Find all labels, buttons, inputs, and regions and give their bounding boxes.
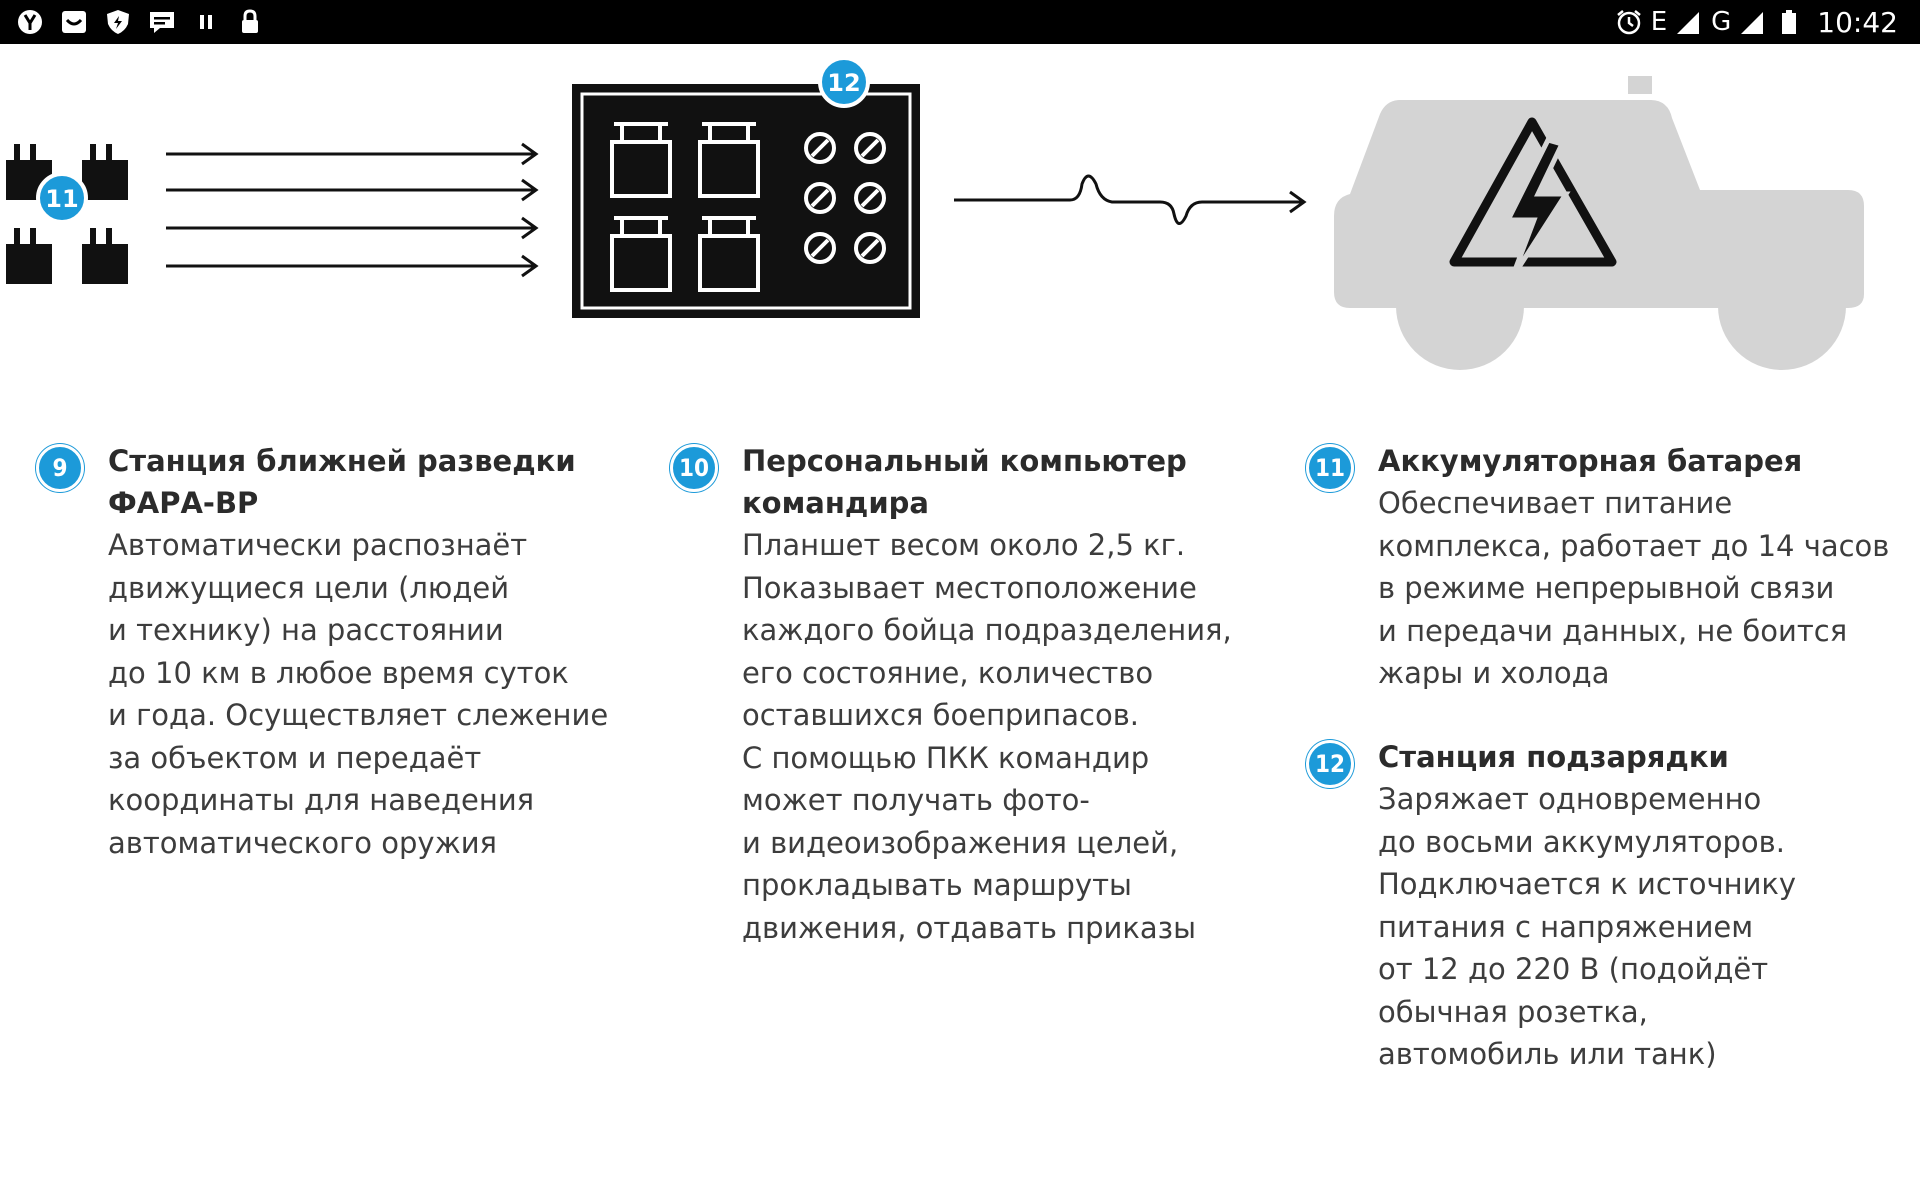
section-badge: 10 <box>670 444 718 492</box>
section-badge: 12 <box>1306 740 1354 788</box>
section-body: Автоматически распознаёт движущиеся цели (людей и технику) на расстоянии до 10 км в любое время суток и года. Осуществляет слежение за объектом и передаёт координаты для наведения автоматического оружия <box>108 528 609 860</box>
alarm-icon <box>1615 8 1643 36</box>
mail-icon <box>60 8 88 36</box>
section-title: Персональный компьютер командира <box>742 444 1187 520</box>
computer-badge <box>820 58 868 106</box>
section-badge: 9 <box>36 444 84 492</box>
status-bar <box>0 0 1920 44</box>
system-status <box>1615 0 1898 44</box>
system-diagram <box>0 44 1920 384</box>
section-body: Планшет весом около 2,5 кг. Показывает местоположение каждого бойца подразделения, его состояние, количество оставшихся боеприпасов. С помощью ПКК командир может получать фото- и видеоизображения целей, прокладывать маршруты движения, отдавать приказы <box>742 528 1232 945</box>
signal-icon-2 <box>1739 8 1767 36</box>
vehicle-icon <box>1334 76 1864 370</box>
pause-icon <box>192 8 220 36</box>
yandex-icon <box>16 8 44 36</box>
network-type-2: G <box>1711 7 1732 37</box>
clock: 10:42 <box>1817 5 1898 39</box>
cable-arrow <box>954 176 1304 224</box>
section-title: Станция ближней разведки ФАРА-ВР <box>108 444 576 520</box>
chat-icon <box>148 8 176 36</box>
sensors-badge-label: 11 <box>45 185 79 213</box>
section-title: Станция подзарядки <box>1378 740 1729 774</box>
battery-icon <box>1775 8 1803 36</box>
network-type-1: E <box>1650 7 1668 37</box>
section-badge: 11 <box>1306 444 1354 492</box>
signal-arrows <box>166 144 536 276</box>
section-title: Аккумуляторная батарея <box>1378 444 1803 478</box>
notification-icons <box>16 8 264 36</box>
section-body: Заряжает одновременно до восьми аккумуляторов. Подключается к источнику питания с напряжением от 12 до 220 В (подойдёт обычная розетка, автомобиль или танк) <box>1378 782 1797 1071</box>
signal-icon <box>1675 8 1703 36</box>
sensors-badge <box>38 174 86 222</box>
section-body: Обеспечивает питание комплекса, работает до 14 часов в режиме непрерывной связи и передачи данных, не боится жары и холода <box>1378 486 1890 690</box>
lock-icon <box>236 8 264 36</box>
computer-badge-label: 12 <box>827 69 861 97</box>
shield-icon <box>104 8 132 36</box>
charging-station-icon <box>574 86 918 316</box>
